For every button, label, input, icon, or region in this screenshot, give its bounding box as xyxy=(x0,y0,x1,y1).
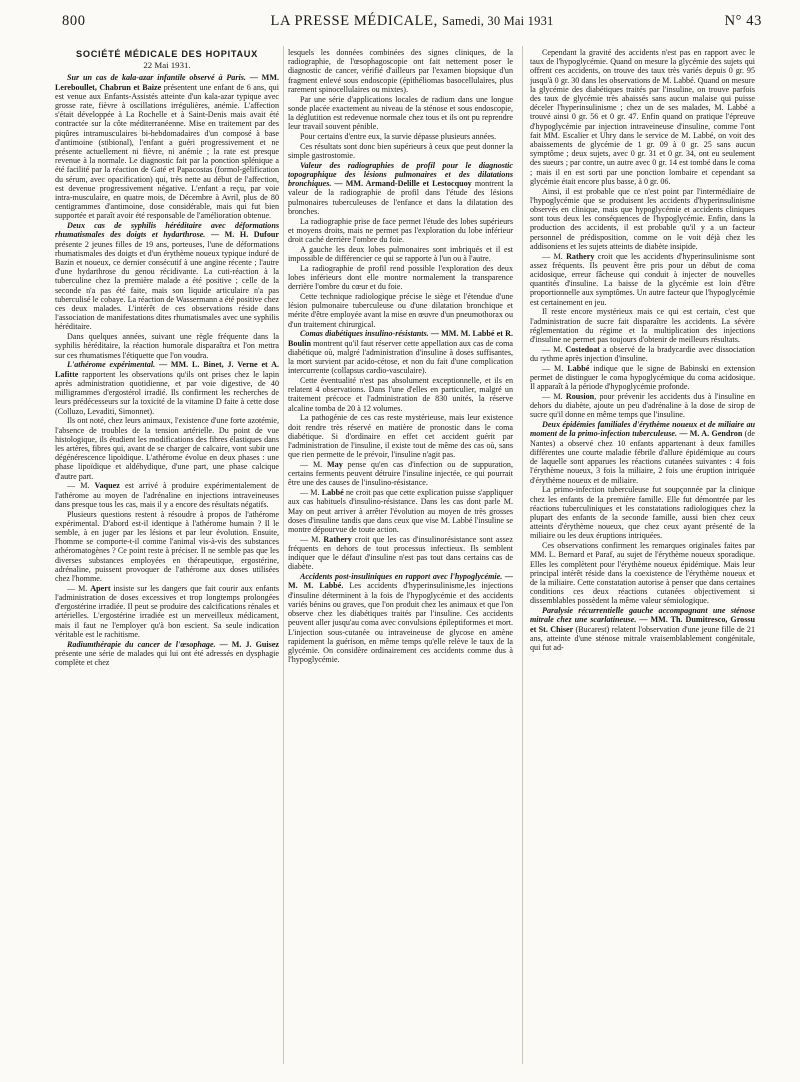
article-text: montrent la valeur de la radiographie de profil dans l'étude des lésions pulmonaires tuberculeuses de l'enfance et dans la dilatation des bronches. xyxy=(288,179,513,216)
article-title: Accidents post-insuliniques en rapport avec l'hypoglycémie. xyxy=(300,572,503,582)
article-title: Paralysie récurrentielle gauche accompagnant une sténose mitrale chez une scarlatineuse. xyxy=(530,606,755,625)
article-text: rapportent les observations qu'ils ont prises chez le lapin après administration quotidienne, et par voie digestive, de 40 milligrammes d'ergostérol irradié. Ils confirment les recherches de leurs prédécesseurs sur la toxicité de la vitamine D faite à cette dose (Colluzo, Levaditi, Simonnet). xyxy=(55,369,279,416)
paragraph: A gauche les deux lobes pulmonaires sont imbriqués et il est impossible de différencier ce qui se rapporte à l'un ou à l'autre. xyxy=(288,244,513,264)
paragraph: Par une série d'applications locales de radium dans une longue sonde placée exactement au niveau de la sténose et sous endoscopie, la déglutition est redevenue normale chez tous et ils ont pu reprendre leur travail souvent pénible. xyxy=(288,94,513,132)
article-authors: — M. J. Guisez xyxy=(215,639,279,649)
article-title: Valeur des radiographies de profil pour le diagnostic topographique des lésions pulmonaires et des dilatations bronchiques. xyxy=(288,160,513,189)
speaker-name: Labbé xyxy=(321,488,344,498)
article-title: Radiumthérapie du cancer de l'œsophage. xyxy=(67,639,216,649)
journal-name: LA PRESSE MÉDICALE, xyxy=(270,13,438,29)
dash: — M. xyxy=(542,392,566,402)
paragraph: Dans quelques années, suivant une règle fréquente dans la syphilis héréditaire, la réaction humorale disparaîtra et l'on mettra sur ces rhumatismes l'étiquette que l'on voudra. xyxy=(55,332,279,360)
discussion-paragraph xyxy=(530,252,755,307)
article-title: Deux épidémies familiales d'érythème noueux et de miliaire au moment de la primo-infection tuberculeuse. xyxy=(530,420,755,439)
issue-date: Samedi, 30 Mai 1931 xyxy=(442,14,554,28)
article-text: Les accidents d'hyperinsulinisme,les injections d'insuline déterminent à la fois de l'hypoglycémie et des accidents variés bénins ou graves, que l'on produit chez les animaux et que l'on observe chez les diabétiques traités par l'insuline. Ces accidents peuvent aller jusqu'au coma avec convulsions épileptiformes et mort. L'injection sous-cutanée ou intraveineuse de glycose en amène rapidement la guérison, en même temps qu'elle relève le taux de la glycémie. On considère ordinairement ces accidents comme dus à l'hypoglycémie. xyxy=(288,581,513,665)
article-authors: — MM. M. Labbé et R. Boulin xyxy=(288,329,513,348)
article-syphilis xyxy=(55,221,279,331)
paragraph: La pathogénie de ces cas reste mystérieuse, mais leur existence doit rendre très réservé en matière de pronostic dans le coma diabétique. Si d'ordinaire en effet cet accident guérit par l'administration de l'insuline, il existe tout de même des cas où, sans que rien permette de le prévoir, l'insuline n'agit pas. xyxy=(288,413,513,460)
paragraph: Il reste encore mystérieux mais ce qui est certain, c'est que l'administration de sucre fait disparaître les accidents. La sévère réglementation du régime et la multiplication des injections d'insuline ne permet pas toujours d'obtenir de meilleurs résultats. xyxy=(530,307,755,345)
article-authors: — M. M. Labbé. xyxy=(288,572,513,591)
article-authors: — MM. Armand-Delille et Lestocquoy xyxy=(331,179,472,189)
dash: — M. xyxy=(300,460,328,470)
article-title: Deux cas de syphilis héréditaire avec déformations rhumatismales des doigts et hydarthrose. xyxy=(55,221,279,240)
column-rule xyxy=(283,46,284,1064)
article-accidents-post-insuliniques xyxy=(288,572,513,664)
speaker-name: Labbé xyxy=(567,363,590,373)
article-authors: — M. A. Gendron xyxy=(677,429,743,439)
paragraph-text: a observé de la bradycardie avec dissociation du rythme après injection d'insuline. xyxy=(530,344,755,364)
paragraph: La radiographie de profil rend possible l'exploration des deux lobes inférieurs dont elle montre normalement la transparence derrière l'ombre du cœur et du foie. xyxy=(288,263,513,292)
paragraph: Ces observations confirment les remarques originales faites par MM. L. Bernard et Paraf, au sujet de l'érythème noueux sporadique. Elles les complètent pour l'érythème noueux épidémique. Mais leur principal intérêt réside dans la coexistence de l'érythème noueux et de la miliaire. Cette constatation autorise à penser que dans certaines conditions ces deux réactions cutanées objectivement si dissemblables possèdent la même valeur sémiologique. xyxy=(530,541,755,606)
discussion-paragraph xyxy=(288,460,513,488)
article-text: présentent une enfant de 6 ans, qui est venue aux Enfants-Assistés atteinte d'un kala-azar typique avec grosse rate, fièvre à oscillations irrégulières, anémie. L'affection s'était développée à La Rochelle et à Saint-Denis mais avait été contractée sur la côte méditerranéenne. Mise en traitement par des piqûres intramusculaires bi-hebdomadaires d'un composé à base d'antimoine (stibional), l'enfant a guéri progressivement et ne présente actuellement ni fièvre, ni anémie ; la rate est presque revenue à la normale. Le diagnostic fait par la ponction splénique a été facilité par la réaction de Gaté et Papacostas (formol-gélification du sérum, avec opacification) qui, très nette au début de l'affection, est devenue progressivement négative. L'enfant a reçu, par voie intra-musculaire, en quatre mois, de Décembre à Avril, plus de 80 centigrammes d'antimoine, dose considérable, mais qui fut bien supportée et paraît avoir été responsable de l'amélioration obtenue. xyxy=(55,82,279,221)
column-3 xyxy=(530,48,755,1063)
article-authors: — MM. L. Binet, J. Verne et A. Lafitte xyxy=(55,360,279,379)
article-authors: — M. H. Dufour xyxy=(205,230,279,240)
paragraph: Ainsi, il est probable que ce n'est point par l'intermédiaire de l'hypoglycémie que se produisent les accidents d'hyperinsulinisme observés en clinique, mais que hypoglycémie et accidents cliniques sont tous deux les conséquences de l'hypoglycémie. Enfin, dans la production des accidents, il est probable qu'il y a un facteur personnel de prédisposition, comme on le voit déjà chez les addisoniens et les sujets atteints de diabète insipide. xyxy=(530,186,755,251)
running-header xyxy=(62,13,762,35)
speaker-name: Vaquez xyxy=(94,481,120,491)
paragraph: Cette éventualité n'est pas absolument exceptionnelle, et ils en relatent 4 observations. Dans l'une d'elles en particulier, malgré un traitement précoce et l'administration de 830 unités, la réserve alcaline tomba de 20 à 12 volumes. xyxy=(288,376,513,413)
paragraph: Pour certains d'entre eux, la survie dépasse plusieurs années. xyxy=(300,132,497,142)
article-title: Sur un cas de kala-azar infantile observé à Paris. xyxy=(67,73,246,83)
article-comas-diabetiques xyxy=(288,329,513,375)
paragraph-text: pense qu'en cas d'infection ou de suppuration, certains ferments peuvent détruire l'insuline injectée, ce qui pourrait être une des causes de l'insulino-résistance. xyxy=(288,460,513,488)
paragraph: Cette technique radiologique précise le siège et l'étendue d'une lésion pulmonaire tuberculeuse ou d'une dilatation bronchique et mérite d'être employée avant la mise en œuvre d'un pneumothorax ou d'un traitement chirurgical. xyxy=(288,292,513,329)
dash: — M. xyxy=(542,344,566,354)
discussion-paragraph xyxy=(530,364,755,392)
article-title: Comas diabétiques insulino-résistants. xyxy=(300,329,429,339)
article-text: (de Nantes) a observé chez 10 enfants appartenant à deux familles différentes une courte maladie fébrile d'allure épidémique au cours de laquelle sont apparues les réactions cutanées suivantes : 4 fois l'érythème noueux, 3 fois la miliaire, 2 fois une éruption intriquée d'érythème noueux et de miliaire. xyxy=(530,429,755,485)
article-paralysie-recurrentielle xyxy=(530,606,755,652)
article-text: montrent qu'il faut réserver cette appellation aux cas de coma diabétique où, malgré l'administration d'insuline à doses suffisantes, la mort survient par acido-cétose, et non du fait d'une complication intercurrente (collapsus cardio-vasculaire). xyxy=(288,338,513,376)
article-authors: — MM. Lereboullet, Chabrun et Baize xyxy=(55,73,279,92)
article-erytheme-noueux xyxy=(530,420,755,484)
paragraph-text: indique que le signe de Babinski en extension permet de distinguer le coma hypoglycémique du coma acidosique. Il apparaît à la période d'hypoglycémie profonde. xyxy=(530,363,755,392)
discussion-paragraph xyxy=(530,345,755,363)
column-rule xyxy=(522,46,523,1064)
column-2 xyxy=(288,48,513,1063)
session-date: 22 Mai 1931. xyxy=(143,60,191,71)
paragraph: lesquels les données combinées des signes cliniques, de la radiographie, de l'œsophagoscopie ont fait nettement poser le diagnostic de cancer, vérifié d'ailleurs par l'examen biopsique d'un fragment enlevé sous endoscopie (épithéliomas basocellulaires, plus rarement spinocellulaires ou mixtes). xyxy=(288,48,513,94)
article-atherome xyxy=(55,360,279,415)
paragraph-text: , pour prévenir les accidents dus à l'insuline en dehors du diabète, ajoute un peu d'adrénaline à la dose de sirop de sucre qu'il donne en même temps que l'insuline. xyxy=(530,392,755,420)
dash: — M. xyxy=(542,251,567,261)
page-number: 800 xyxy=(62,13,86,29)
dash: — M. xyxy=(300,534,324,544)
paragraph: Plusieurs questions restent à résoudre à propos de l'athérome expérimental. D'abord est-il identique à l'athérome humain ? Il le semble, à en juger par les lésions et par leur évolution. Ensuite, l'homme se comporte-t-il comme l'animal vis-à-vis des substances athéromatogènes ? Ce point reste à préciser. Il ne semble pas que les diverses substances employées en thérapeutique, ergostérine, adrénaline, puissent provoquer de l'athérome aux doses utilisées chez l'homme. xyxy=(55,509,279,583)
speaker-name: Costedoat xyxy=(565,344,600,354)
speaker-name: Rathery xyxy=(323,534,352,544)
paragraph: Ils ont noté, chez leurs animaux, l'existence d'une forte azotémie, l'absence de troubles de la tension artérielle. Du point de vue histologique, ils étudient les modifications des fibres élastiques dans les artères, fibres qui, avant de se charger de calcaire, vont subir une dégénérescence lipoïdique. L'athérome évolue en deux phases : une phase lipoïdique et aldéhydique, d'une part, une phase calcique d'autre part. xyxy=(55,416,279,481)
paragraph: Ces résultats sont donc bien supérieurs à ceux que peut donner la simple gastrostomie. xyxy=(288,141,513,161)
dash: — M. xyxy=(67,481,95,491)
dash: — M. xyxy=(542,363,568,373)
society-heading: SOCIÉTÉ MÉDICALE DES HOPITAUX xyxy=(76,49,258,59)
dash: — M. xyxy=(300,488,322,498)
discussion-paragraph xyxy=(288,488,513,534)
paragraph-text: croit que les cas d'insulinorésistance sont assez fréquents en dehors de tout processus infectieux. Ils semblent indiquer que le défaut d'insuline n'est pas tout dans certains cas de diabète. xyxy=(288,534,513,572)
article-kala-azar xyxy=(55,73,279,220)
paragraph: Cependant la gravité des accidents n'est pas en rapport avec le taux de l'hypoglycémie. Quand on mesure la glycémie des sujets qui offrent ces accidents, on trouve des taux très variés depuis 0 gr. 95 jusqu'à 0 gr. 30 dans les observations de M. Labbé. Quand on mesure la glycémie des diabétiques traités par l'insuline, on trouve parfois des taux de glycémie très abaissés sans aucun malaise qui puisse déceler l'hyperinsulinisme ; chez un de ses malades, M. Labbé a trouvé ainsi 0 gr. 56 et 0 gr. 47. Enfin quand on pratique l'épreuve d'hypoglycémie par injection intraveineuse d'insuline, comme l'ont fait MM. Escalier et Uhry dans le service de M. Labbé, on voit des abaissements de glycémie de 1 gr. 09 à 0 gr. 25 sans aucun symptôme ; deux sujets, avec 0 gr. 31 et 0 gr. 34, ont eu seulement des sueurs ; par contre, un autre avec 0 gr. 14 est tombé dans le coma ; mais il en est sorti par une ponction lombaire et cependant sa glycémie était encore plus basse, à 0 gr. 06. xyxy=(530,48,755,186)
article-text: présente une série de malades qui lui ont été adressés en dysphagie complète et chez xyxy=(55,648,279,667)
paragraph-text: insiste sur les dangers que fait courir aux enfants l'administration de doses excessives et trop longtemps prolongées d'ergostérine irradiée. Il peut se produire des calcifications rénales et artérielles. L'ergostérine irradiée est un merveilleux médicament, mais il faut ne l'employer qu'à bon escient. Sa seule indication véritable est le rachitisme. xyxy=(55,583,279,639)
speaker-name: Apert xyxy=(90,583,111,593)
journal-title-line xyxy=(62,13,762,30)
paragraph-text: croit que les accidents d'hyperinsulinisme sont assez fréquents. Ils peuvent être pris pour un début de coma acidosique, erreur fâcheuse qui conduit à injecter de nouvelles quantités d'insuline. La baisse de la glycémie est loin d'être proportionnelle aux symptômes. Un autre facteur que l'hypoglycémie est certainement en jeu. xyxy=(530,251,755,307)
article-radiographies-profil xyxy=(288,161,513,216)
article-text: (Bucarest) relatent l'observation d'une jeune fille de 21 ans, atteinte d'une sténose mitrale vraisemblablement congénitale, qui fut ad- xyxy=(530,624,755,652)
discussion-paragraph xyxy=(55,481,279,509)
issue-number: N° 43 xyxy=(724,13,762,29)
discussion-paragraph xyxy=(530,392,755,420)
column-1 xyxy=(55,48,279,1063)
article-text: présente 2 jeunes filles de 19 ans, porteuses, l'une de déformations rhumatismales des doigts et d'un érythème noueux typique induré de Bazin et noueux, ce dernier consécutif à une angine récente ; l'autre d'une hydarthrose du genou récidivante. La cuti-réaction à la tuberculine chez la première malade a été positive ; celle de la seconde n'a pas été faite, mais son liquide articulaire n'a pas tuberculisé le cobaye. La réaction de Wassermann a été positive chez ces deux malades. L'intérêt de ces observations réside dans l'association de manifestations dites rhumatismales avec une syphilis héréditaire. xyxy=(55,239,279,332)
paragraph: La radiographie prise de face permet l'étude des lobes supérieurs et moyens droits, mais ne permet pas l'exploration du lobe inférieur droit caché derrière l'ombre du foie. xyxy=(288,216,513,245)
discussion-paragraph xyxy=(288,535,513,572)
paragraph-text: ne croit pas que cette explication puisse s'appliquer aux cas habituels d'insulino-résistance. Dans les cas dont parle M. May on peut arriver à arrêter l'évolution au moyen de très grosses doses d'insuline tandis que dans ceux que vise M. Labbé l'insuline se montre dépourvue de toute action. xyxy=(288,488,513,535)
paragraph-text: est arrivé à produire expérimentalement de l'athérome au moyen de l'adrénaline en injections intraveineuses dans presque tous les cas, mais il y a encore des résultats négatifs. xyxy=(55,481,279,509)
speaker-name: Rousion xyxy=(565,392,595,402)
article-title: L'athérome expérimental. xyxy=(67,360,156,370)
speaker-name: May xyxy=(327,460,343,470)
paragraph: La primo-infection tuberculeuse fut soupçonnée par la clinique chez les enfants de la première famille. Elle fut démontrée par les réactions tuberculiniques et les constatations radiologiques chez la plupart des enfants de la seconde famille, aussi bien chez ceux atteints d'érythème noueux, que chez ceux ayant présenté de la miliaire ou les deux éruptions intriquées. xyxy=(530,485,755,541)
article-authors: — MM. Th. Dumitresco, Grossu et St. Chiser xyxy=(530,615,755,634)
speaker-name: Rathery xyxy=(566,251,595,261)
discussion-paragraph xyxy=(55,584,279,639)
article-radiumtherapie xyxy=(55,640,279,668)
dash: — M. xyxy=(67,583,91,593)
